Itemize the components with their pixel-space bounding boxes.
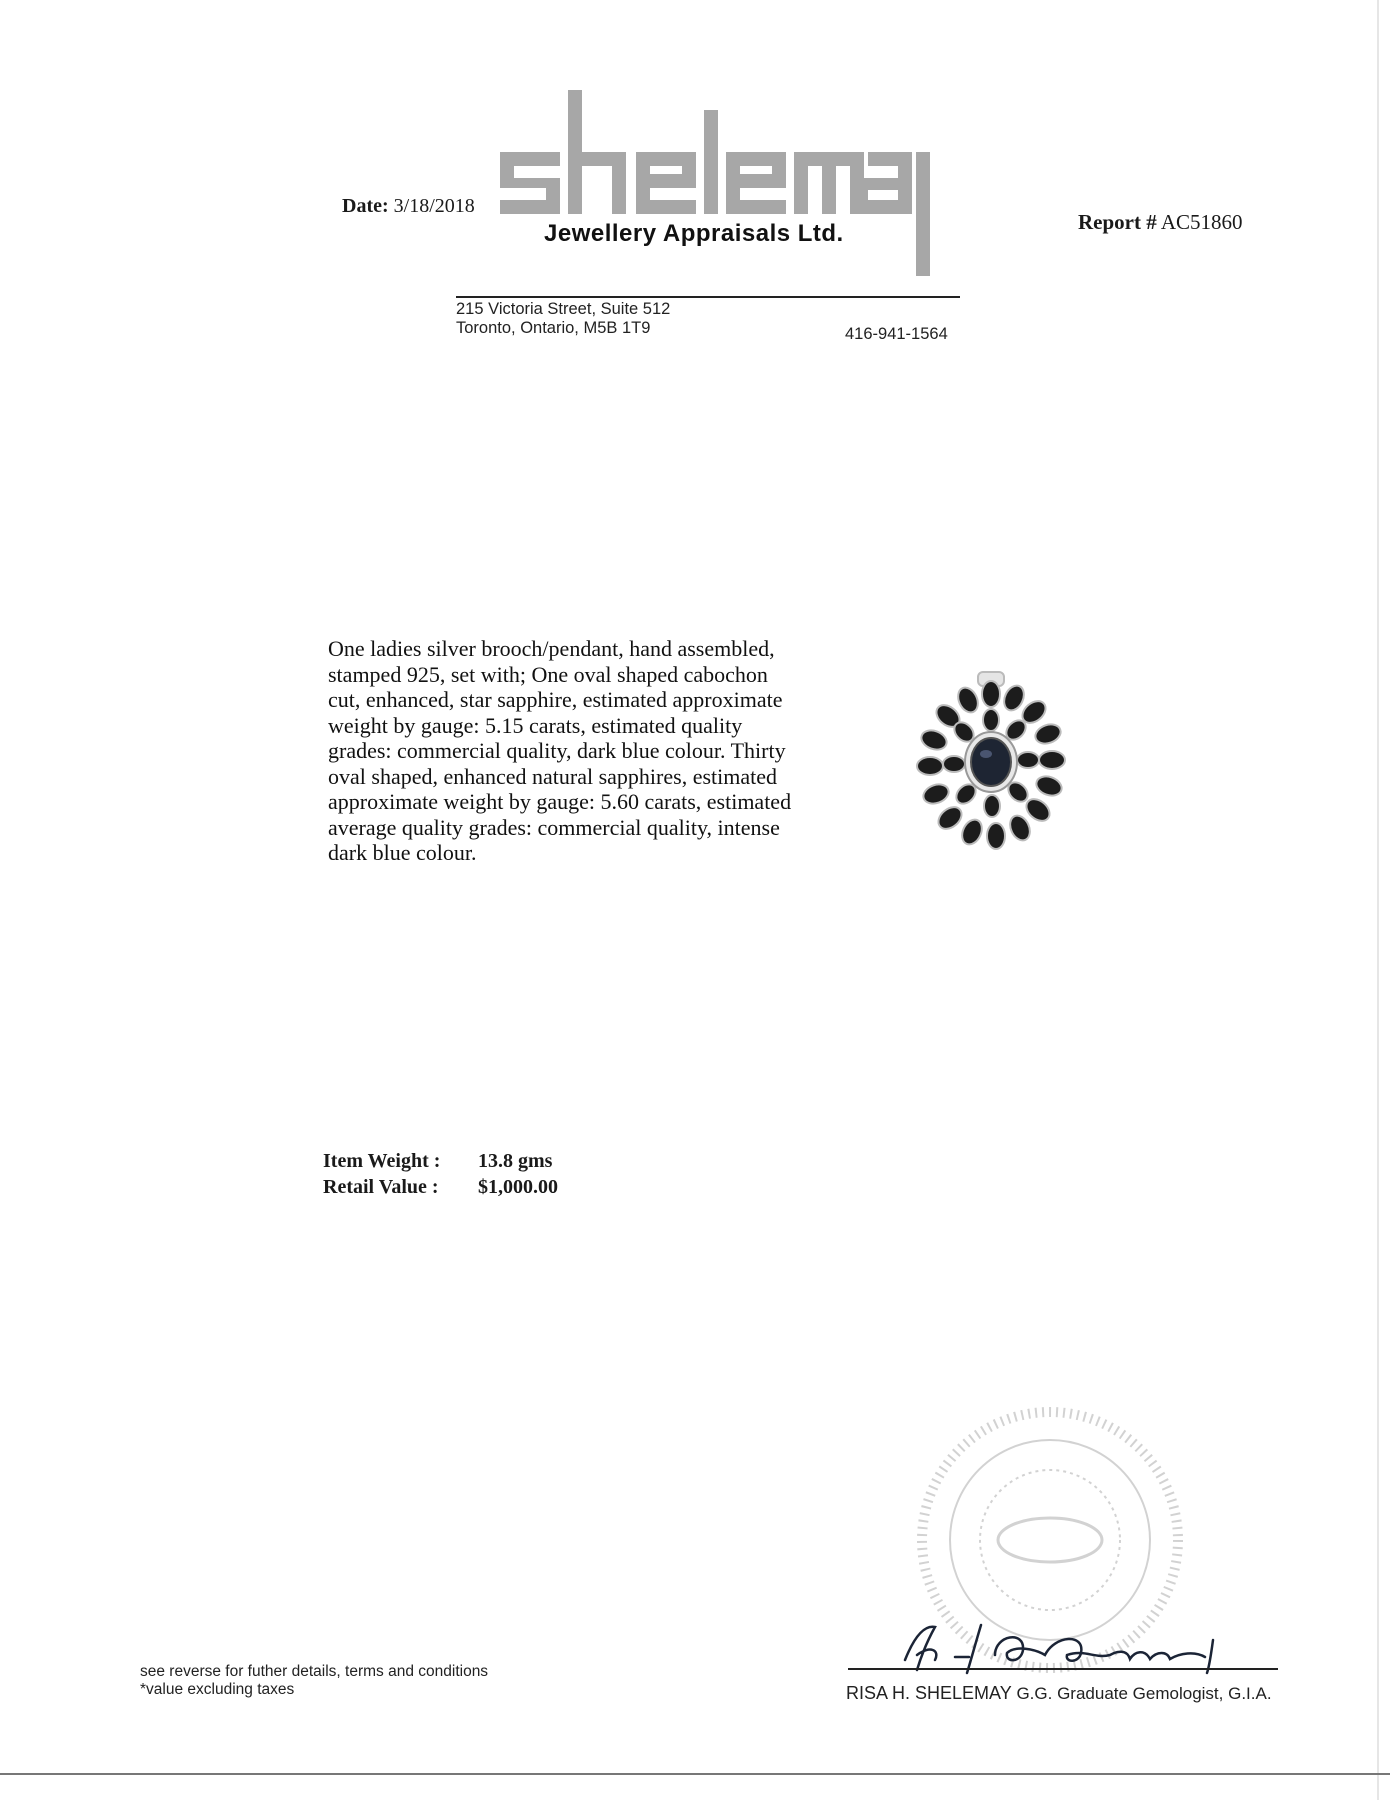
description-line: approximate weight by gauge: 5.60 carats, estimated <box>328 789 792 814</box>
description-line: cut, enhanced, star sapphire, estimated approximate <box>328 687 783 712</box>
item-specs <box>323 1148 558 1200</box>
date-label: Date: <box>342 195 389 217</box>
page-edge-bottom <box>0 1773 1390 1775</box>
item-weight-label: Item Weight : <box>323 1150 441 1172</box>
retail-value-amount: $1,000.00 <box>478 1176 558 1198</box>
date-value: 3/18/2018 <box>393 195 475 217</box>
report-date <box>342 195 475 218</box>
header-rule <box>456 296 960 298</box>
description-line: One ladies silver brooch/pendant, hand assembled, <box>328 636 775 661</box>
footer-note-line-1: see reverse for futher details, terms and conditions <box>140 1663 489 1680</box>
item-description <box>328 636 868 866</box>
description-line: stamped 925, set with; One oval shaped cabochon <box>328 661 768 687</box>
brooch-photo <box>906 668 1076 868</box>
address <box>456 300 670 338</box>
phone-number: 416-941-1564 <box>845 325 948 343</box>
description-line: dark blue colour. <box>328 840 477 865</box>
footer-note <box>140 1663 488 1699</box>
description-line: oval shaped, enhanced natural sapphires, estimated <box>328 763 778 789</box>
signature <box>895 1615 1275 1675</box>
company-name: Jewellery Appraisals Ltd. <box>544 220 844 247</box>
page-edge-right <box>1377 0 1379 1800</box>
signature-line <box>848 1668 1278 1670</box>
item-weight-value: 13.8 gms <box>478 1150 553 1172</box>
address-line-1: 215 Victoria Street, Suite 512 <box>456 300 671 318</box>
retail-value-row <box>323 1174 558 1200</box>
report-label: Report # <box>1078 210 1157 234</box>
description-line: weight by gauge: 5.15 carats, estimated quality <box>328 712 743 738</box>
signer-name: RISA H. SHELEMAY <box>846 1683 1012 1703</box>
report-number: AC51860 <box>1160 210 1243 234</box>
address-line-2: Toronto, Ontario, M5B 1T9 <box>456 319 651 337</box>
description-line: average quality grades: commercial quality, intense <box>328 814 780 840</box>
retail-value-label: Retail Value : <box>323 1176 439 1198</box>
footer-note-line-2: *value excluding taxes <box>140 1681 295 1698</box>
report-number-block <box>1078 210 1243 235</box>
shelemay-logo <box>490 80 930 280</box>
description-line: grades: commercial quality, dark blue colour. Thirty <box>328 738 786 763</box>
signer-title: G.G. Graduate Gemologist, G.I.A. <box>1016 1684 1272 1703</box>
signer <box>846 1683 1272 1704</box>
item-weight-row <box>323 1148 558 1174</box>
